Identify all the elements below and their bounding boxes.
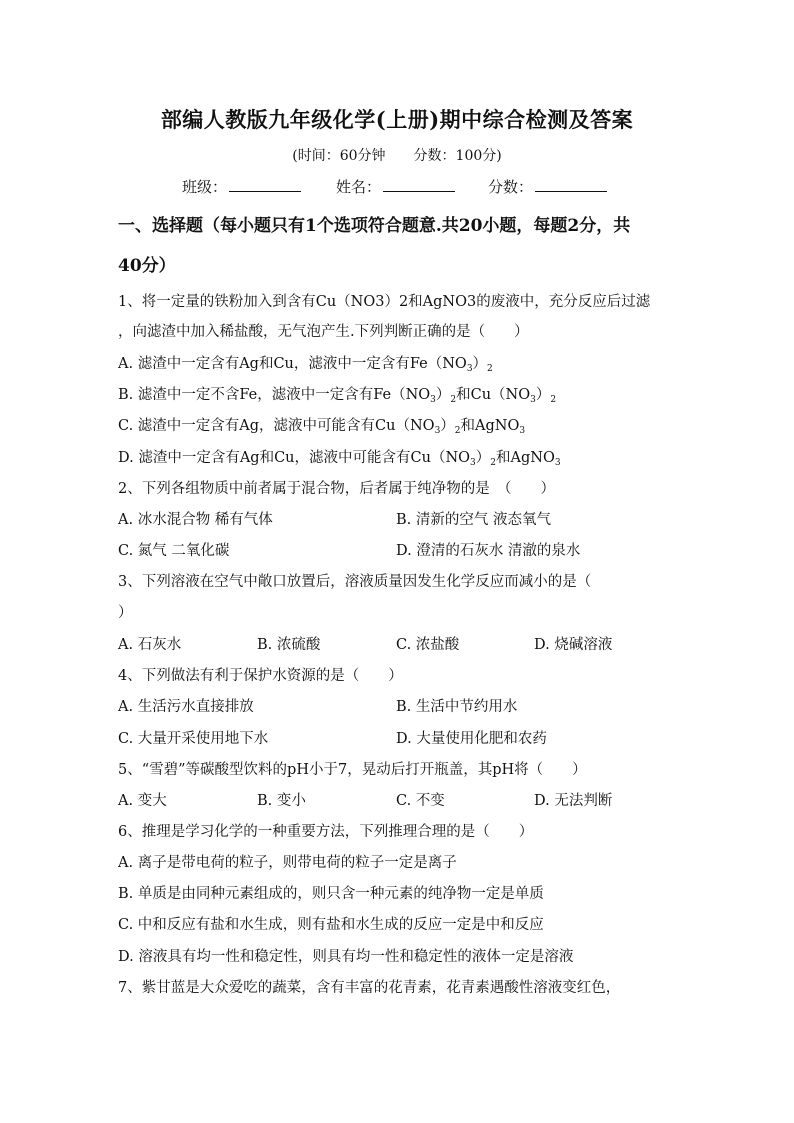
name-field	[336, 176, 455, 197]
name-label: 姓名：	[336, 178, 382, 196]
question-3-option-c: C. 浓盐酸	[396, 637, 460, 653]
score-label: 分数：	[488, 178, 534, 196]
section-heading: 一、选择题（每小题只有1个选项符合题意.共20小题，每题2分，共	[118, 216, 631, 236]
total-score-info: 分数：100分)	[413, 148, 502, 164]
score-blank	[535, 179, 607, 192]
question-3-option-b: B. 浓硫酸	[257, 637, 321, 653]
question-3-option-d: D. 烧碱溶液	[534, 637, 613, 653]
question-1-stem: 1、将一定量的铁粉加入到含有Cu（NO3）2和AgNO3的废液中，充分反应后过滤	[118, 294, 651, 310]
question-5-option-c: C. 不变	[396, 793, 445, 809]
question-5-option-d: D. 无法判断	[534, 793, 613, 809]
question-1-option-c: C. 滤渣中一定含有Ag，滤液中可能含有$Cu(NO_3)_2$和AgNO$_3$	[118, 418, 526, 436]
question-5-stem: 5、“雪碧”等碳酸型饮料的pH小于7，晃动后打开瓶盖，其pH将（ ）	[118, 762, 587, 778]
class-blank	[229, 179, 301, 192]
time-info: (时间：60分钟	[292, 148, 386, 164]
score-field	[488, 176, 607, 197]
question-4-option-b: B. 生活中节约用水	[396, 699, 518, 715]
class-label: 班级：	[182, 178, 228, 196]
question-6-option-d: D. 溶液具有均一性和稳定性，则具有均一性和稳定性的液体一定是溶液	[118, 949, 574, 965]
question-5-option-b: B. 变小	[257, 793, 306, 809]
question-2-option-a: A. 冰水混合物 稀有气体	[118, 512, 273, 528]
question-4-option-c: C. 大量开采使用地下水	[118, 731, 269, 747]
question-1-option-a: A. 滤渣中一定含有Ag和Cu，滤液中一定含有$Fe(NO_3)_2$	[118, 356, 493, 374]
question-2-stem: 2、下列各组物质中前者属于混合物，后者属于纯净物的是 （ ）	[118, 481, 555, 497]
question-4-option-d: D. 大量使用化肥和农药	[396, 731, 547, 747]
question-3-stem-cont: ）	[118, 605, 133, 621]
question-1-stem-cont: ，向滤渣中加入稀盐酸，无气泡产生.下列判断正确的是（ ）	[118, 324, 529, 340]
question-7-stem: 7、紫甘蓝是大众爱吃的蔬菜，含有丰富的花青素，花青素遇酸性溶液变红色，	[118, 980, 621, 996]
class-field	[182, 176, 301, 197]
question-4-option-a: A. 生活污水直接排放	[118, 699, 254, 715]
question-4-stem: 4、下列做法有利于保护水资源的是（ ）	[118, 668, 403, 684]
section-heading-cont: 40分）	[118, 256, 176, 276]
question-6-option-b: B. 单质是由同种元素组成的，则只含一种元素的纯净物一定是单质	[118, 886, 544, 902]
question-6-stem: 6、推理是学习化学的一种重要方法，下列推理合理的是（ ）	[118, 824, 534, 840]
question-3-stem: 3、下列溶液在空气中敞口放置后，溶液质量因发生化学反应而减小的是（	[118, 574, 592, 590]
question-2-option-b: B. 清新的空气 液态氧气	[396, 512, 551, 528]
question-1-option-d: D. 滤渣中一定含有Ag和Cu，滤液中可能含有$Cu(NO_3)_2$和AgNO$_3$	[118, 450, 561, 468]
question-6-option-c: C. 中和反应有盐和水生成，则有盐和水生成的反应一定是中和反应	[118, 917, 544, 933]
question-6-option-a: A. 离子是带电荷的粒子，则带电荷的粒子一定是离子	[118, 855, 457, 871]
question-5-option-a: A. 变大	[118, 793, 167, 809]
question-2-option-c: C. 氮气 二氧化碳	[118, 543, 230, 559]
page-title: 部编人教版九年级化学(上册)期中综合检测及答案	[160, 107, 634, 132]
question-2-option-d: D. 澄清的石灰水 清澈的泉水	[396, 543, 581, 559]
name-blank	[383, 179, 455, 192]
question-1-option-b: B. 滤渣中一定不含Fe，滤液中一定含有$Fe(NO_3)_2$和$Cu(NO_3)_2$	[118, 387, 557, 405]
question-3-option-a: A. 石灰水	[118, 637, 182, 653]
exam-meta	[0, 145, 794, 165]
